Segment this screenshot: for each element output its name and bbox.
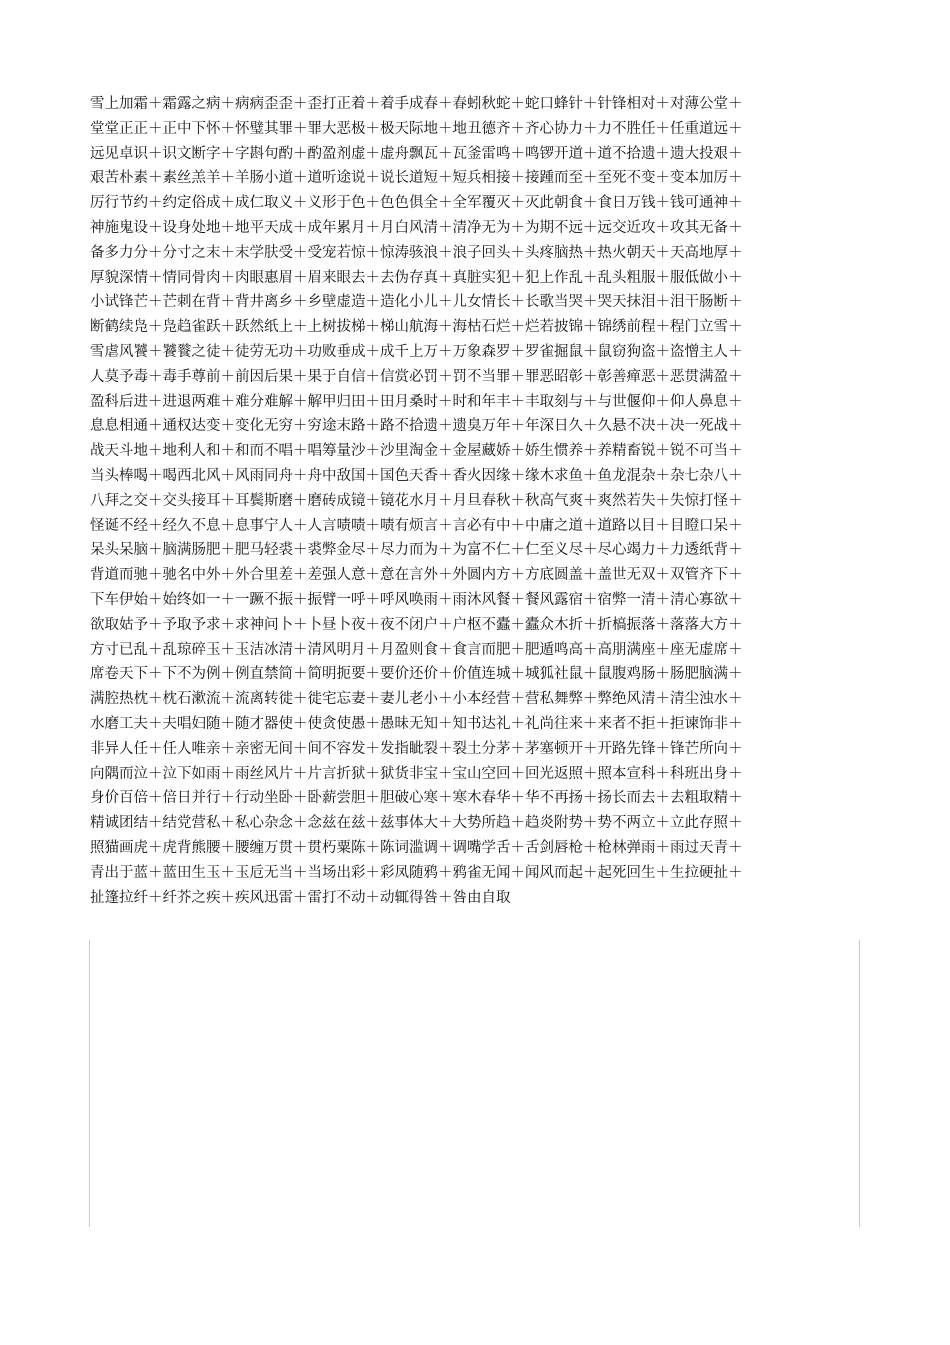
text-line: 艰苦朴素＋素丝羔羊＋羊肠小道＋道听途说＋说长道短＋短兵相接＋接踵而至＋至死不变＋变本加厉＋ [90, 170, 743, 187]
table-left-border [89, 940, 90, 1227]
text-line: 盈科后进＋进退两难＋难分难解＋解甲归田＋田月桑时＋时和年丰＋丰取刻与＋与世偃仰＋仰人鼻息＋ [90, 393, 743, 410]
text-line: 席卷天下＋下不为例＋例直禁简＋简明扼要＋要价还价＋价值连城＋城狐社鼠＋鼠腹鸡肠＋肠肥脑满＋ [90, 666, 743, 683]
text-line: 远见卓识＋识文断字＋字斟句酌＋酌盈剂虚＋虚舟飘瓦＋瓦釜雷鸣＋鸣锣开道＋道不拾遗＋遗大投艰＋ [90, 145, 743, 162]
text-line: 雪虐风饕＋饕餮之徒＋徒劳无功＋功败垂成＋成千上万＋万象森罗＋罗雀掘鼠＋鼠窃狗盗＋盗憎主人＋ [90, 343, 743, 360]
idiom-chain-text [90, 92, 770, 910]
text-line: 八拜之交＋交头接耳＋耳鬓斯磨＋磨砖成镜＋镜花水月＋月旦春秋＋秋高气爽＋爽然若失＋失惊打怪＋ [90, 492, 743, 509]
text-line: 人莫予毒＋毒手尊前＋前因后果＋果于自信＋信赏必罚＋罚不当罪＋罪恶昭彰＋彰善瘅恶＋恶贯满盈＋ [90, 368, 743, 385]
text-line: 非异人任＋任人唯亲＋亲密无间＋间不容发＋发指眦裂＋裂土分茅＋茅塞顿开＋开路先锋＋锋芒所向＋ [90, 740, 743, 757]
text-line: 青出于蓝＋蓝田生玉＋玉卮无当＋当场出彩＋彩凤随鸦＋鸦雀无闻＋闻风而起＋起死回生＋生拉硬扯＋ [90, 864, 743, 881]
text-line: 背道而驰＋驰名中外＋外合里差＋差强人意＋意在言外＋外圆内方＋方底圆盖＋盖世无双＋双管齐下＋ [90, 567, 743, 584]
text-line: 向隅而泣＋泣下如雨＋雨丝风片＋片言折狱＋狱货非宝＋宝山空回＋回光返照＋照本宣科＋科班出身＋ [90, 765, 743, 782]
text-line: 扯篷拉纤＋纤芥之疾＋疾风迅雷＋雷打不动＋动辄得咎＋咎由自取 [90, 889, 511, 906]
text-line: 神施鬼设＋设身处地＋地平天成＋成年累月＋月白风清＋清净无为＋为期不远＋远交近攻＋攻其无备＋ [90, 219, 743, 236]
empty-table-frame [89, 940, 860, 1227]
text-line: 断鹤续凫＋凫趋雀跃＋跃然纸上＋上树拔梯＋梯山航海＋海枯石烂＋烂若披锦＋锦绣前程＋程门立雪＋ [90, 319, 743, 336]
table-right-border [859, 940, 860, 1227]
text-line: 当头棒喝＋喝西北风＋风雨同舟＋舟中敌国＋国色天香＋香火因缘＋缘木求鱼＋鱼龙混杂＋杂七杂八＋ [90, 467, 743, 484]
text-line: 厉行节约＋约定俗成＋成仁取义＋义形于色＋色色俱全＋全军覆灭＋灭此朝食＋食日万钱＋钱可通神＋ [90, 195, 743, 212]
text-line: 身价百倍＋倍日并行＋行动坐卧＋卧薪尝胆＋胆破心寒＋寒木春华＋华不再扬＋扬长而去＋去粗取精＋ [90, 790, 743, 807]
text-line: 堂堂正正＋正中下怀＋怀璧其罪＋罪大恶极＋极天际地＋地丑德齐＋齐心协力＋力不胜任＋任重道远＋ [90, 120, 743, 137]
text-line: 小试锋芒＋芒刺在背＋背井离乡＋乡壁虚造＋造化小儿＋儿女情长＋长歌当哭＋哭天抹泪＋泪干肠断＋ [90, 294, 743, 311]
text-line: 满腔热枕＋枕石漱流＋流离转徙＋徙宅忘妻＋妻儿老小＋小本经营＋营私舞弊＋弊绝风清＋清尘浊水＋ [90, 691, 743, 708]
text-line: 战天斗地＋地利人和＋和而不唱＋唱筹量沙＋沙里淘金＋金屋藏娇＋娇生惯养＋养精畜锐＋锐不可当＋ [90, 443, 743, 460]
text-line: 备多力分＋分寸之末＋末学肤受＋受宠若惊＋惊涛骇浪＋浪子回头＋头疼脑热＋热火朝天＋天高地厚＋ [90, 244, 743, 261]
text-line: 精诚团结＋结党营私＋私心杂念＋念兹在兹＋兹事体大＋大势所趋＋趋炎附势＋势不两立＋立此存照＋ [90, 815, 743, 832]
text-line: 照猫画虎＋虎背熊腰＋腰缠万贯＋贯朽粟陈＋陈词滥调＋调嘴学舌＋舌剑唇枪＋枪林弹雨＋雨过天青＋ [90, 839, 743, 856]
text-line: 厚貌深情＋情同骨肉＋肉眼惠眉＋眉来眼去＋去伪存真＋真脏实犯＋犯上作乱＋乱头粗服＋服低做小＋ [90, 269, 743, 286]
text-line: 呆头呆脑＋脑满肠肥＋肥马轻裘＋裘弊金尽＋尽力而为＋为富不仁＋仁至义尽＋尽心竭力＋力透纸背＋ [90, 542, 743, 559]
text-line: 水磨工夫＋夫唱妇随＋随才器使＋使贪使愚＋愚昧无知＋知书达礼＋礼尚往来＋来者不拒＋拒谏饰非＋ [90, 715, 743, 732]
text-line: 雪上加霜＋霜露之病＋病病歪歪＋歪打正着＋着手成春＋春蚓秋蛇＋蛇口蜂针＋针锋相对＋对薄公堂＋ [90, 96, 743, 112]
text-line: 方寸已乱＋乱琼碎玉＋玉洁冰清＋清风明月＋月盈则食＋食言而肥＋肥遁鸣高＋高朋满座＋座无虚席＋ [90, 641, 743, 658]
text-line: 欲取姑予＋予取予求＋求神问卜＋卜昼卜夜＋夜不闭户＋户枢不蠹＋蠹众木折＋折槁振落＋落落大方＋ [90, 616, 743, 633]
text-line: 怪诞不经＋经久不息＋息事宁人＋人言啧啧＋啧有烦言＋言必有中＋中庸之道＋道路以目＋目瞪口呆＋ [90, 517, 743, 534]
text-line: 息息相通＋通权达变＋变化无穷＋穷途末路＋路不拾遗＋遗臭万年＋年深日久＋久悬不决＋决一死战＋ [90, 418, 743, 435]
text-line: 下车伊始＋始终如一＋一蹶不振＋振臂一呼＋呼风唤雨＋雨沐风餐＋餐风露宿＋宿弊一清＋清心寡欲＋ [90, 591, 743, 608]
